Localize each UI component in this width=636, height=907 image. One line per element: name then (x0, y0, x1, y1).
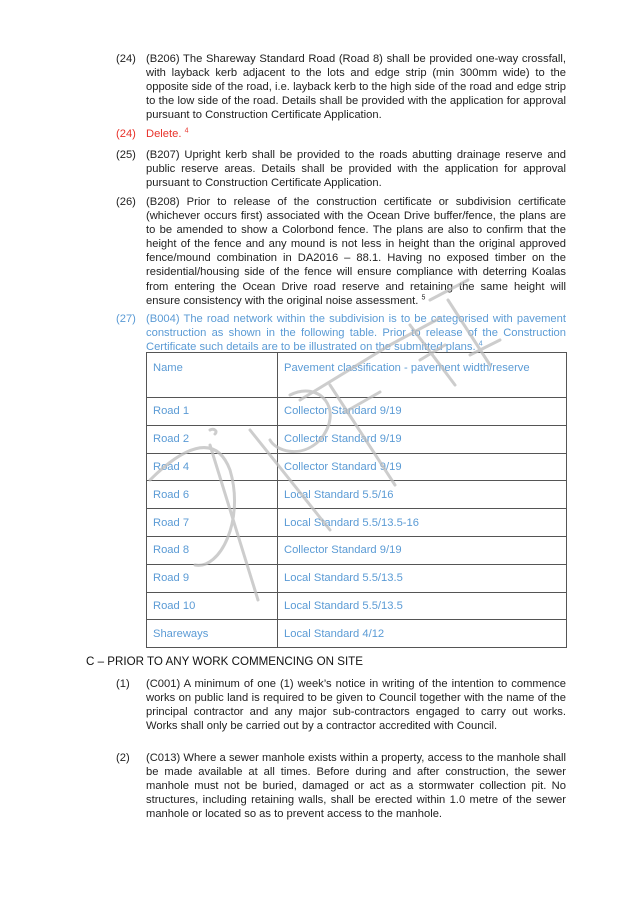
condition-text: (B208) Prior to release of the construction certificate or subdivision certificate (whichever occurs first) associated with the Ocean Drive buffer/fence, the plans are to be amended to show a Colorbond fence. The plans are also to confirm that the height of the fence and any mound is not less in height than the original approved fence/mound combination in DA2016 – 88.1. Having no exposed timber on the residential/housing side of the fence will ensure compliance with deterring Koalas from entering the Ocean Drive road reserve and retaining the same height will ensure consistency with the original noise assessment. (146, 196, 566, 307)
condition-26-b208 (118, 195, 566, 308)
table-cell-name: Road 2 (147, 425, 278, 453)
table-cell-name: Road 4 (147, 453, 278, 481)
condition-text: Delete. (146, 128, 182, 140)
amendment-note: 4 (478, 340, 483, 348)
table-row (147, 398, 567, 426)
condition-27-b004 (118, 312, 566, 354)
table-row (147, 620, 567, 648)
table-cell-name: Shareways (147, 620, 278, 648)
condition-1-c001 (118, 677, 566, 733)
table-cell-classification: Local Standard 5.5/16 (278, 481, 567, 509)
table-cell-classification: Collector Standard 9/19 (278, 425, 567, 453)
table-header-row (147, 353, 567, 398)
condition-24-deleted (118, 127, 566, 141)
condition-number: (1) (116, 678, 130, 690)
condition-25-b207 (118, 148, 566, 190)
table-cell-classification: Local Standard 5.5/13.5 (278, 592, 567, 620)
condition-text: (C013) Where a sewer manhole exists within a property, access to the manhole shall be made available at all times. Before during and after construction, the sewer manhole must not be buried, damaged or act as a stormwater collection pit. No structures, including retaining walls, shall be erected within 1.0 metre of the sewer manhole or located so as to prevent access to the manhole. (146, 752, 566, 821)
table-cell-classification: Collector Standard 9/19 (278, 453, 567, 481)
condition-number: (26) (116, 196, 136, 208)
table-header-name: Name (147, 353, 278, 398)
table-header-classification: Pavement classification - pavement width/reserve (278, 353, 567, 398)
table-row (147, 481, 567, 509)
condition-text: (B004) The road network within the subdivision is to be categorised with pavement construction as shown in the following table. Prior to release of the Construction Certificate such details are to be illustrated on the submitted plans. (146, 313, 566, 354)
table-row (147, 592, 567, 620)
condition-number: (25) (116, 149, 136, 161)
table-row (147, 425, 567, 453)
condition-2-c013 (118, 751, 566, 821)
table-cell-name: Road 9 (147, 564, 278, 592)
amendment-note: 5 (421, 293, 426, 301)
road-pavement-table (146, 352, 567, 648)
table-cell-name: Road 7 (147, 509, 278, 537)
table-cell-name: Road 1 (147, 398, 278, 426)
table-row (147, 453, 567, 481)
table-row (147, 564, 567, 592)
table-cell-classification: Local Standard 5.5/13.5-16 (278, 509, 567, 537)
condition-text: (B207) Upright kerb shall be provided to the roads abutting drainage reserve and public reserve areas. Details shall be provided with the application for approval pursuant to Construction Certificate Application. (146, 149, 566, 190)
condition-number: (27) (116, 313, 136, 325)
table-cell-classification: Local Standard 4/12 (278, 620, 567, 648)
table-row (147, 509, 567, 537)
table-cell-classification: Collector Standard 9/19 (278, 398, 567, 426)
table-cell-name: Road 8 (147, 536, 278, 564)
table-cell-classification: Local Standard 5.5/13.5 (278, 564, 567, 592)
condition-24-b206 (118, 52, 566, 122)
table-cell-name: Road 10 (147, 592, 278, 620)
condition-number: (2) (116, 752, 130, 764)
table-cell-classification: Collector Standard 9/19 (278, 536, 567, 564)
table-cell-name: Road 6 (147, 481, 278, 509)
condition-text: (B206) The Shareway Standard Road (Road 8) shall be provided one-way crossfall, with layback kerb adjacent to the lots and edge strip (min 300mm wide) to the opposite side of the road, i.e. layback kerb to the high side of the road and edge strip to the low side of the road. Details shall be provided with the application for approval pursuant to Construction Certificate Application. (146, 53, 566, 122)
condition-text: (C001) A minimum of one (1) week’s notice in writing of the intention to commence works on public land is required to be given to Council together with the name of the principal contractor and any major sub-contractors engaged to carry out works. Works shall only be carried out by a contractor accredited with Council. (146, 678, 566, 733)
table-row (147, 536, 567, 564)
section-heading: C – PRIOR TO ANY WORK COMMENCING ON SITE (86, 655, 363, 668)
amendment-note: 4 (184, 127, 189, 135)
condition-number: (24) (116, 128, 136, 140)
condition-number: (24) (116, 53, 136, 65)
